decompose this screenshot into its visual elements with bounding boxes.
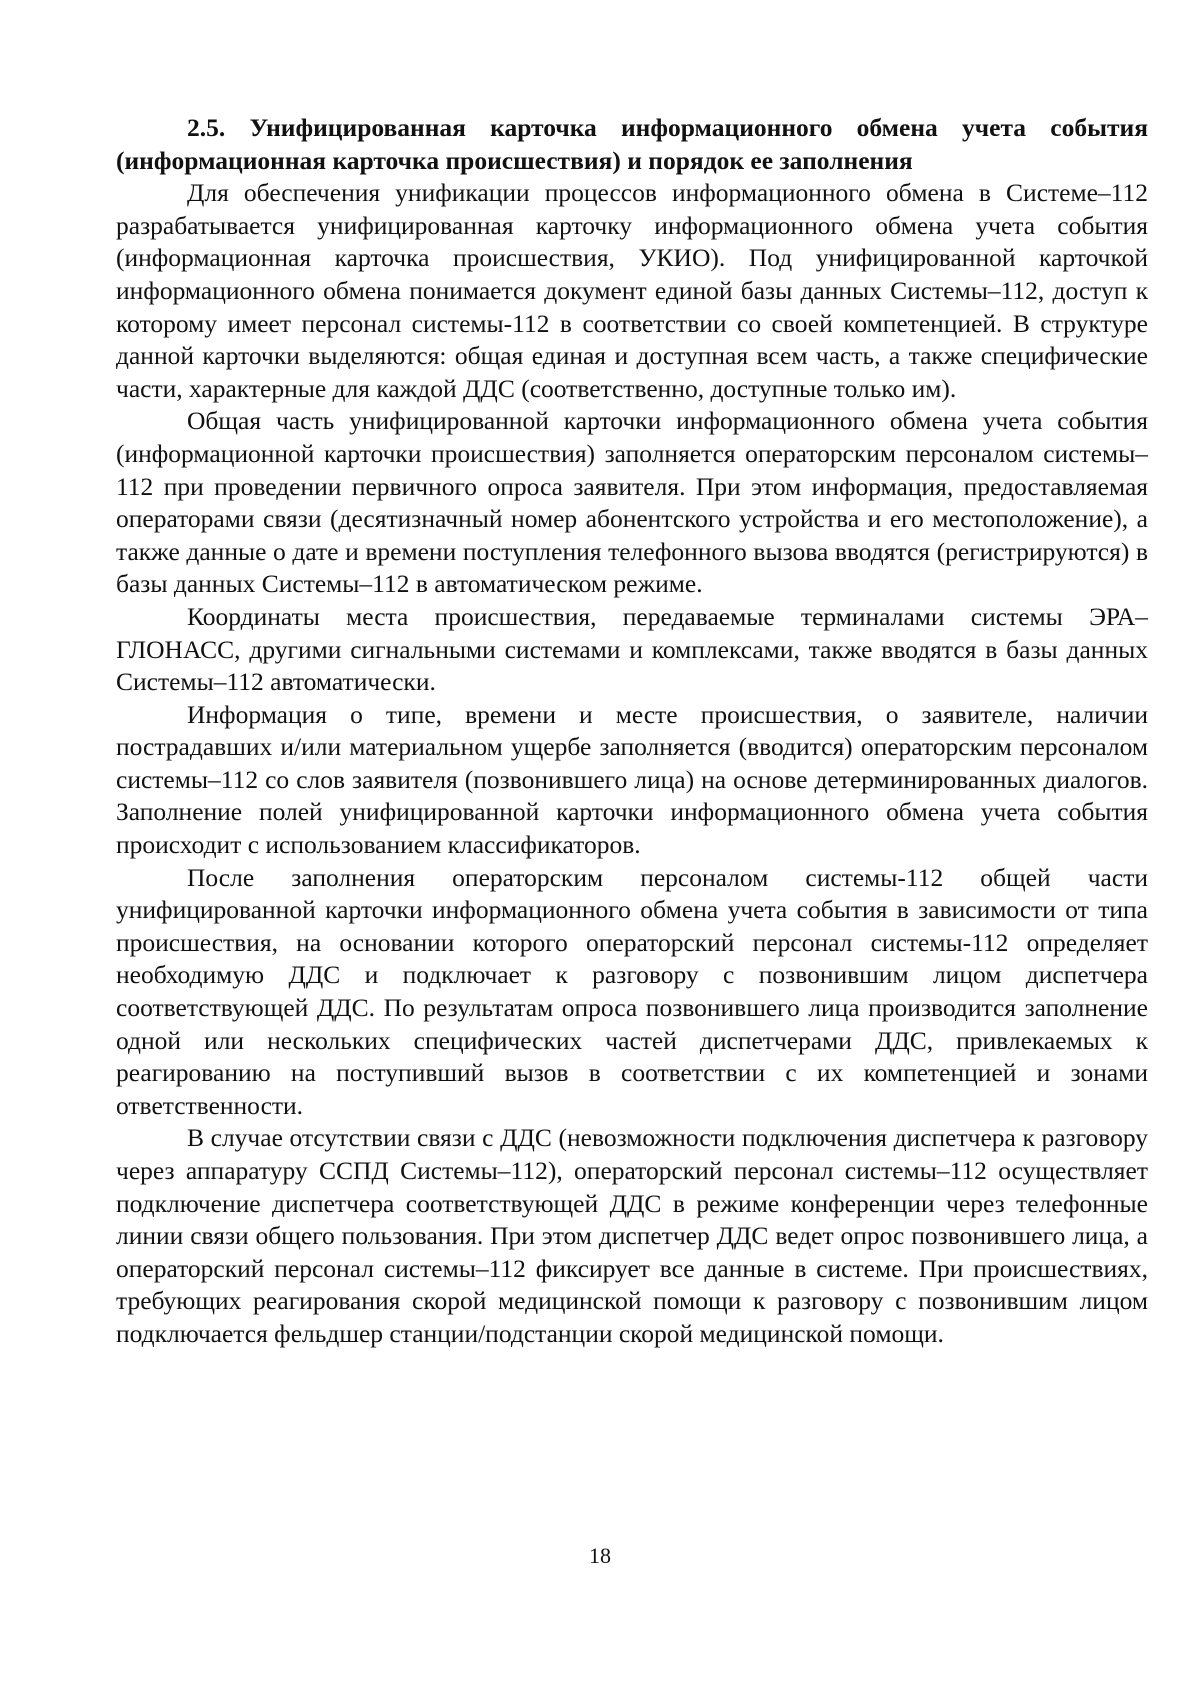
paragraph-6: В случае отсутствии связи с ДДС (невозможности подключения диспетчера к разговору через аппаратуру ССПД Системы–112), операторский персонал системы–112 осуществляет подключение диспетчера соответствующей ДДС в режиме конференции через телефонные линии связи общего пользования. При этом диспетчер ДДС ведет опрос позвонившего лица, а операторский персонал системы–112 фиксирует все данные в системе. При происшествиях, требующих реагирования скорой медицинской помощи к разговору с позвонившим лицом подключается фельдшер станции/подстанции скорой медицинской помощи. — [116, 1123, 1148, 1348]
page-content — [116, 112, 1148, 1351]
paragraph-4: Информация о типе, времени и месте происшествия, о заявителе, наличии пострадавших и/или материальном ущербе заполняется (вводится) операторским персоналом системы–112 со слов заявителя (позвонившего лица) на основе детерминированных диалогов. Заполнение полей унифицированной карточки информационного обмена учета события происходит с использованием классификаторов. — [116, 699, 1148, 860]
paragraph-5: После заполнения операторским персоналом системы-112 общей части унифицированной карточки информационного обмена учета события в зависимости от типа происшествия, на основании которого операторский персонал системы-112 определяет необходимую ДДС и подключает к разговору с позвонившим лицом диспетчера соответствующей ДДС. По результатам опроса позвонившего лица производится заполнение одной или нескольких специфических частей диспетчерами ДДС, привлекаемых к реагированию на поступивший вызов в соответствии с их компетенцией и зонами ответственности. — [116, 862, 1148, 1120]
page-number: 18 — [589, 1543, 611, 1568]
section-heading: 2.5. Унифицированная карточка информационного обмена учета события (информационная карточка происшествия) и порядок ее заполнения — [116, 113, 1148, 175]
paragraph-2: Общая часть унифицированной карточки информационного обмена учета события (информационной карточки происшествия) заполняется операторским персоналом системы–112 при проведении первичного опроса заявителя. При этом информация, предоставляемая операторами связи (десятизначный номер абонентского устройства и его местоположение), а также данные о дате и времени поступления телефонного вызова вводятся (регистрируются) в базы данных Системы–112 в автоматическом режиме. — [116, 406, 1148, 599]
paragraph-1: Для обеспечения унификации процессов информационного обмена в Системе–112 разрабатывается унифицированная карточку информационного обмена учета события (информационная карточка происшествия, УКИО). Под унифицированной карточкой информационного обмена понимается документ единой базы данных Системы–112, доступ к которому имеет персонал системы-112 в соответствии со своей компетенцией. В структуре данной карточки выделяются: общая единая и доступная всем часть, а также специфические части, характерные для каждой ДДС (соответственно, доступные только им). — [116, 178, 1148, 403]
paragraph-3: Координаты места происшествия, передаваемые терминалами системы ЭРА–ГЛОНАСС, другими сигнальными системами и комплексами, также вводятся в базы данных Системы–112 автоматически. — [116, 601, 1148, 697]
